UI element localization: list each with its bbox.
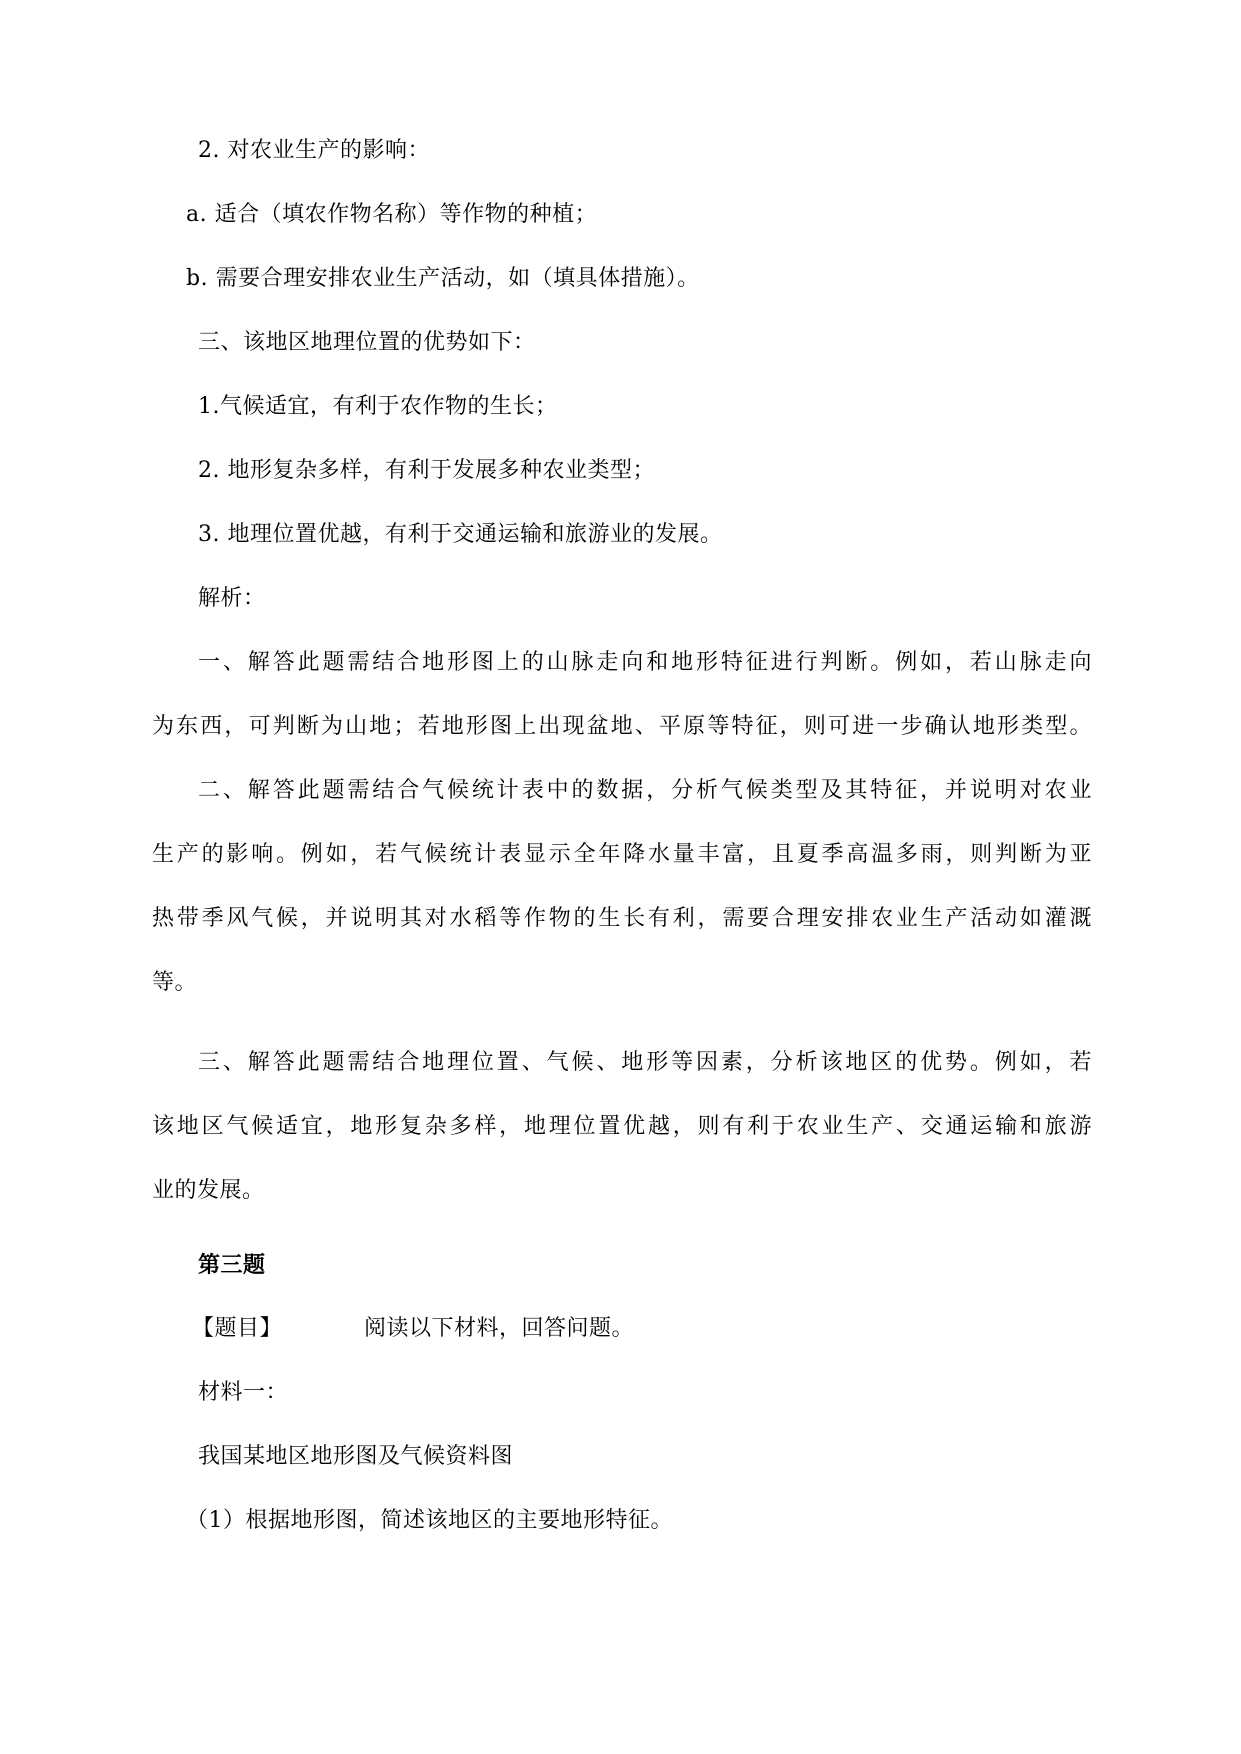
analysis-paragraph-2-line-4: 等。 bbox=[152, 970, 198, 995]
question-prompt: 阅读以下材料，回答问题。 bbox=[364, 1316, 635, 1341]
analysis-paragraph-1-line-1: 一、解答此题需结合地形图上的山脉走向和地形特征进行判断。例如，若山脉走向 bbox=[198, 650, 1092, 675]
item-b: b. 需要合理安排农业生产活动，如（填具体措施）。 bbox=[186, 266, 700, 291]
material-1-label: 材料一： bbox=[198, 1380, 289, 1405]
analysis-paragraph-2-line-3: 热带季风气候，并说明其对水稻等作物的生长有利，需要合理安排农业生产活动如灌溉 bbox=[152, 906, 1092, 931]
analysis-paragraph-3-line-3: 业的发展。 bbox=[152, 1178, 265, 1203]
sub-question-1: （1）根据地形图，简述该地区的主要地形特征。 bbox=[186, 1508, 673, 1533]
agriculture-impact-heading: 2. 对农业生产的影响： bbox=[198, 138, 430, 163]
advantage-item-2: 2. 地形复杂多样，有利于发展多种农业类型； bbox=[198, 458, 655, 483]
analysis-paragraph-2-line-1: 二、解答此题需结合气候统计表中的数据，分析气候类型及其特征，并说明对农业 bbox=[198, 778, 1092, 803]
analysis-label: 解析： bbox=[198, 586, 266, 611]
material-1-caption: 我国某地区地形图及气候资料图 bbox=[198, 1444, 514, 1469]
question-3-title: 第三题 bbox=[198, 1252, 266, 1278]
analysis-paragraph-2-line-2: 生产的影响。例如，若气候统计表显示全年降水量丰富，且夏季高温多雨，则判断为亚 bbox=[152, 842, 1092, 867]
analysis-paragraph-3-line-1: 三、解答此题需结合地理位置、气候、地形等因素，分析该地区的优势。例如，若 bbox=[198, 1050, 1092, 1075]
question-label: 【题目】 bbox=[192, 1316, 283, 1341]
location-advantages-heading: 三、该地区地理位置的优势如下： bbox=[198, 330, 536, 355]
advantage-item-1: 1.气候适宜，有利于农作物的生长； bbox=[198, 394, 558, 419]
analysis-paragraph-1-line-2: 为东西，可判断为山地；若地形图上出现盆地、平原等特征，则可进一步确认地形类型。 bbox=[152, 714, 1092, 739]
advantage-item-3: 3. 地理位置优越，有利于交通运输和旅游业的发展。 bbox=[198, 522, 723, 547]
item-a: a. 适合（填农作物名称）等作物的种植； bbox=[186, 202, 598, 227]
analysis-paragraph-3-line-2: 该地区气候适宜，地形复杂多样，地理位置优越，则有利于农业生产、交通运输和旅游 bbox=[152, 1114, 1092, 1139]
